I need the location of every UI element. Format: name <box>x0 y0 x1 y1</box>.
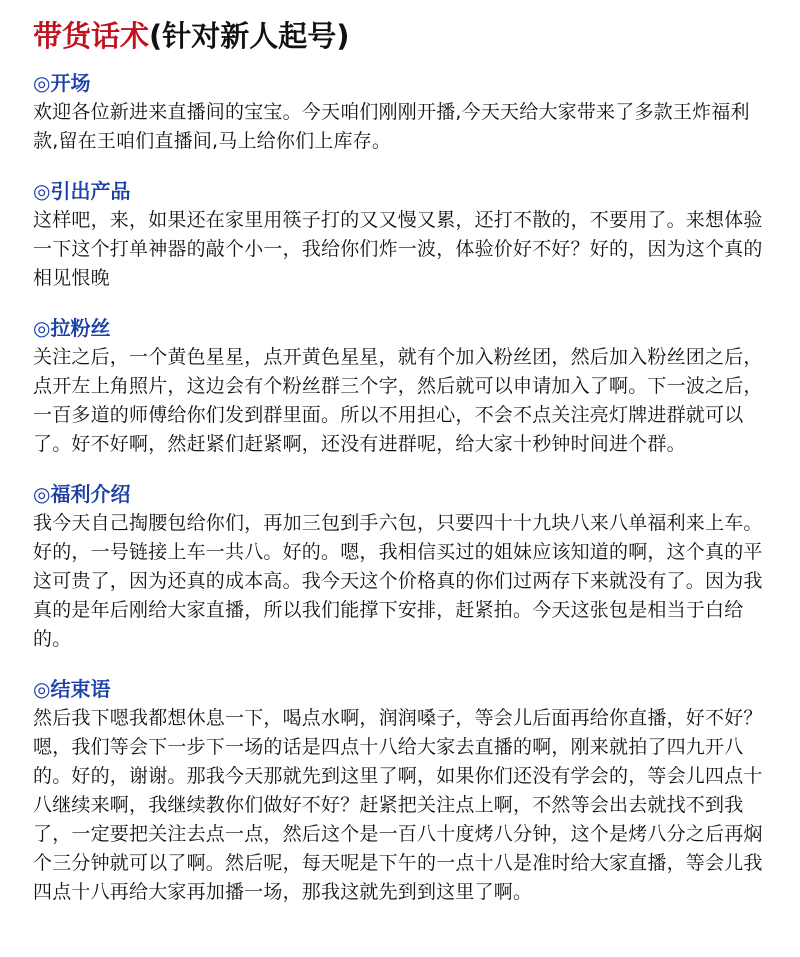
section-heading: ◎开场 <box>33 71 91 95</box>
section-closing <box>33 674 770 907</box>
section-heading: ◎结束语 <box>33 677 111 701</box>
page-title <box>33 16 770 56</box>
section-body: 我今天自己掏腰包给你们，再加三包到手六包，只要四十十九块八来八单福利来上车。好的，一号链接上车一共八。好的。嗯，我相信买过的姐妹应该知道的啊，这个真的平这可贵了，因为还真的成本高。我今天这个价格真的你们过两存下来就没有了。因为我真的是年后刚给大家直播，所以我们能撑下安排，赶紧拍。今天这张包是相当于白给的。 <box>33 512 763 650</box>
section-opening <box>33 68 770 156</box>
section-heading: ◎拉粉丝 <box>33 316 111 340</box>
section-benefits <box>33 479 770 654</box>
section-introduce-product <box>33 176 770 293</box>
section-body: 关注之后，一个黄色星星，点开黄色星星，就有个加入粉丝团，然后加入粉丝团之后，点开左上角照片，这边会有个粉丝群三个字，然后就可以申请加入了啊。下一波之后，一百多道的师傅给你们发到群里面。所以不用担心，不会不点关注亮灯牌进群就可以了。好不好啊，然赶紧们赶紧啊，还没有进群呢，给大家十秒钟时间进个群。 <box>33 346 763 455</box>
page-title-subtitle: (针对新人起号) <box>149 19 350 53</box>
section-body: 欢迎各位新进来直播间的宝宝。今天咱们刚刚开播,今天天给大家带来了多款王炸福利款,留在王咱们直播间,马上给你们上库存。 <box>33 101 750 152</box>
section-heading: ◎福利介绍 <box>33 482 131 506</box>
section-body: 这样吧，来，如果还在家里用筷子打的又又慢又累，还打不散的，不要用了。来想体验一下这个打单神器的敲个小一，我给你们炸一波，体验价好不好？好的，因为这个真的相见恨晚 <box>33 209 763 289</box>
section-heading: ◎引出产品 <box>33 179 131 203</box>
section-body: 然后我下嗯我都想休息一下，喝点水啊，润润嗓子，等会儿后面再给你直播，好不好？嗯，我们等会下一步下一场的话是四点十八给大家去直播的啊，刚来就拍了四九开八的。好的，谢谢。那我今天那就先到这里了啊，如果你们还没有学会的，等会儿四点十八继续来啊，我继续教你们做好不好？赶紧把关注点上啊，不然等会出去就找不到我了，一定要把关注去点一点，然后这个是一百八十度烤八分钟，这个是烤八分之后再焖个三分钟就可以了啊。然后呢，每天呢是下午的一点十八是准时给大家直播，等会儿我四点十八再给大家再加播一场，那我这就先到到这里了啊。 <box>33 707 763 903</box>
page-title-main: 带货话术 <box>33 19 150 53</box>
section-gain-fans <box>33 313 770 459</box>
